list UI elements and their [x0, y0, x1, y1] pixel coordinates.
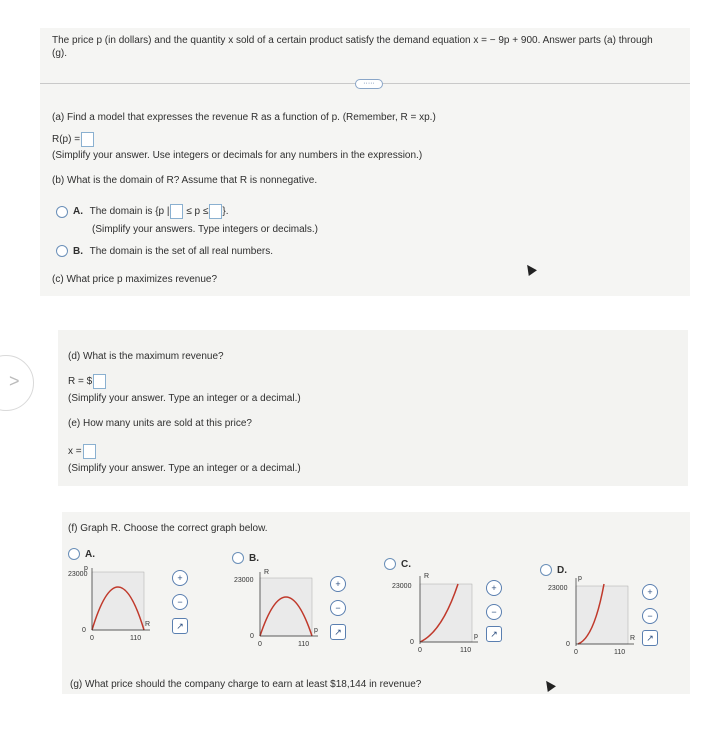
- graph-d-ylabel: p: [578, 575, 582, 582]
- graph-b-x0: 0: [258, 641, 262, 648]
- graph-c-letter: C.: [401, 559, 411, 570]
- graph-b-xlabel: p: [314, 627, 318, 634]
- graph-d-yzero: 0: [566, 641, 570, 648]
- part-a-prefix: R(p) =: [52, 134, 81, 146]
- set-mid: ≤ p ≤: [186, 206, 209, 218]
- graph-c-ytick: 23000: [392, 583, 412, 590]
- set-close: }.: [222, 206, 229, 218]
- part-e-prefix: x =: [68, 446, 82, 458]
- expand-graph-icon[interactable]: ↗: [330, 624, 346, 640]
- part-d-answer-row: [68, 374, 106, 389]
- option-a-radio[interactable]: [56, 206, 68, 218]
- part-b-option-a[interactable]: [56, 204, 229, 219]
- question-panel-middle: [58, 330, 688, 486]
- graph-a-ylabel: p: [84, 565, 88, 572]
- option-b-radio[interactable]: [56, 245, 68, 257]
- zoom-in-icon[interactable]: +: [330, 576, 346, 592]
- zoom-out-icon[interactable]: −: [172, 594, 188, 610]
- graph-d-xlabel: R: [630, 635, 636, 642]
- part-d-question: (d) What is the maximum revenue?: [68, 351, 224, 362]
- part-b-option-b[interactable]: [56, 245, 273, 259]
- part-f-question: (f) Graph R. Choose the correct graph below.: [68, 523, 268, 534]
- graph-c-ylabel: R: [424, 573, 430, 580]
- mouse-cursor-icon: [542, 678, 556, 692]
- part-e-question: (e) How many units are sold at this price?: [68, 418, 252, 429]
- graph-c-x0: 0: [418, 647, 422, 654]
- part-a-answer-row: [52, 132, 94, 147]
- back-button[interactable]: [0, 355, 34, 411]
- zoom-out-icon[interactable]: −: [330, 600, 346, 616]
- graph-b-letter: B.: [249, 553, 259, 564]
- part-b-question: (b) What is the domain of R? Assume that R is nonnegative.: [52, 175, 318, 186]
- graph-a-yzero: 0: [82, 627, 86, 634]
- graph-d-ytick: 23000: [548, 585, 568, 592]
- graph-b-radio[interactable]: [232, 552, 244, 564]
- chevron-left-icon: >: [9, 371, 20, 391]
- graph-c: [392, 572, 478, 654]
- graph-a-xend: 110: [130, 635, 142, 642]
- option-b-text: The domain is the set of all real numbers.: [89, 246, 274, 257]
- part-a-hint: (Simplify your answer. Use integers or decimals for any numbers in the expression.): [52, 150, 423, 161]
- part-d-prefix: R = $: [68, 376, 93, 388]
- set-open: {p |: [155, 206, 170, 218]
- expand-graph-icon[interactable]: ↗: [486, 626, 502, 642]
- part-g-question: (g) What price should the company charge to earn at least $18,144 in revenue?: [70, 679, 422, 690]
- zoom-out-icon[interactable]: −: [642, 608, 658, 624]
- zoom-out-icon[interactable]: −: [486, 604, 502, 620]
- units-sold-input[interactable]: [83, 444, 96, 459]
- part-e-hint: (Simplify your answer. Type an integer or a decimal.): [68, 463, 301, 474]
- graph-option-c[interactable]: [384, 558, 415, 572]
- graph-c-radio[interactable]: [384, 558, 396, 570]
- graph-c-svg: [392, 572, 492, 662]
- graph-d-xend: 110: [614, 649, 626, 656]
- part-a-question: (a) Find a model that expresses the revenue R as a function of p. (Remember, R = xp.): [52, 112, 436, 123]
- part-c-question: (c) What price p maximizes revenue?: [52, 274, 218, 285]
- graph-a-letter: A.: [85, 549, 95, 560]
- question-panel-bottom: [62, 512, 690, 694]
- question-panel-top: [40, 28, 690, 296]
- graph-c-yzero: 0: [410, 639, 414, 646]
- expand-button[interactable]: ·····: [355, 79, 383, 89]
- graph-a: [68, 564, 151, 646]
- graph-d-letter: D.: [557, 565, 567, 576]
- expand-graph-icon[interactable]: ↗: [172, 618, 188, 634]
- graph-b-ylabel: R: [264, 569, 270, 576]
- domain-lower-input[interactable]: [170, 204, 183, 219]
- graph-c-xend: 110: [460, 647, 472, 654]
- graph-b-yzero: 0: [250, 633, 254, 640]
- domain-upper-input[interactable]: [209, 204, 222, 219]
- expand-graph-icon[interactable]: ↗: [642, 630, 658, 646]
- intro-line-2: (g).: [52, 48, 67, 59]
- graph-option-b[interactable]: [232, 552, 263, 566]
- graph-a-svg: [68, 564, 168, 654]
- graph-b-svg: [234, 568, 334, 658]
- graph-c-xlabel: p: [474, 633, 478, 640]
- part-d-hint: (Simplify your answer. Type an integer or a decimal.): [68, 393, 301, 404]
- graph-option-a[interactable]: [68, 548, 99, 562]
- graph-d-svg: [548, 574, 648, 664]
- graph-b-xend: 110: [298, 641, 310, 648]
- graph-a-ytick: 23000: [68, 571, 88, 578]
- graph-b-ytick: 23000: [234, 577, 254, 584]
- graph-d-x0: 0: [574, 649, 578, 656]
- zoom-in-icon[interactable]: +: [172, 570, 188, 586]
- graph-a-xlabel: R: [145, 621, 151, 628]
- graph-b: [234, 568, 318, 650]
- graph-a-radio[interactable]: [68, 548, 80, 560]
- zoom-in-icon[interactable]: +: [642, 584, 658, 600]
- graph-a-x0: 0: [90, 635, 94, 642]
- zoom-in-icon[interactable]: +: [486, 580, 502, 596]
- revenue-function-input[interactable]: [81, 132, 94, 147]
- option-a-hint: (Simplify your answers. Type integers or decimals.): [92, 224, 319, 235]
- max-revenue-input[interactable]: [93, 374, 106, 389]
- option-a-letter: A.: [73, 206, 83, 218]
- option-a-text: The domain is: [89, 206, 153, 218]
- option-b-letter: B.: [73, 246, 83, 257]
- mouse-cursor-icon: [523, 262, 537, 276]
- part-e-answer-row: [68, 444, 96, 459]
- intro-line-1: The price p (in dollars) and the quantity x sold of a certain product satisfy the demand equation x = − 9p + 900. Answer parts (a) through: [52, 35, 653, 46]
- graph-d: [548, 574, 636, 656]
